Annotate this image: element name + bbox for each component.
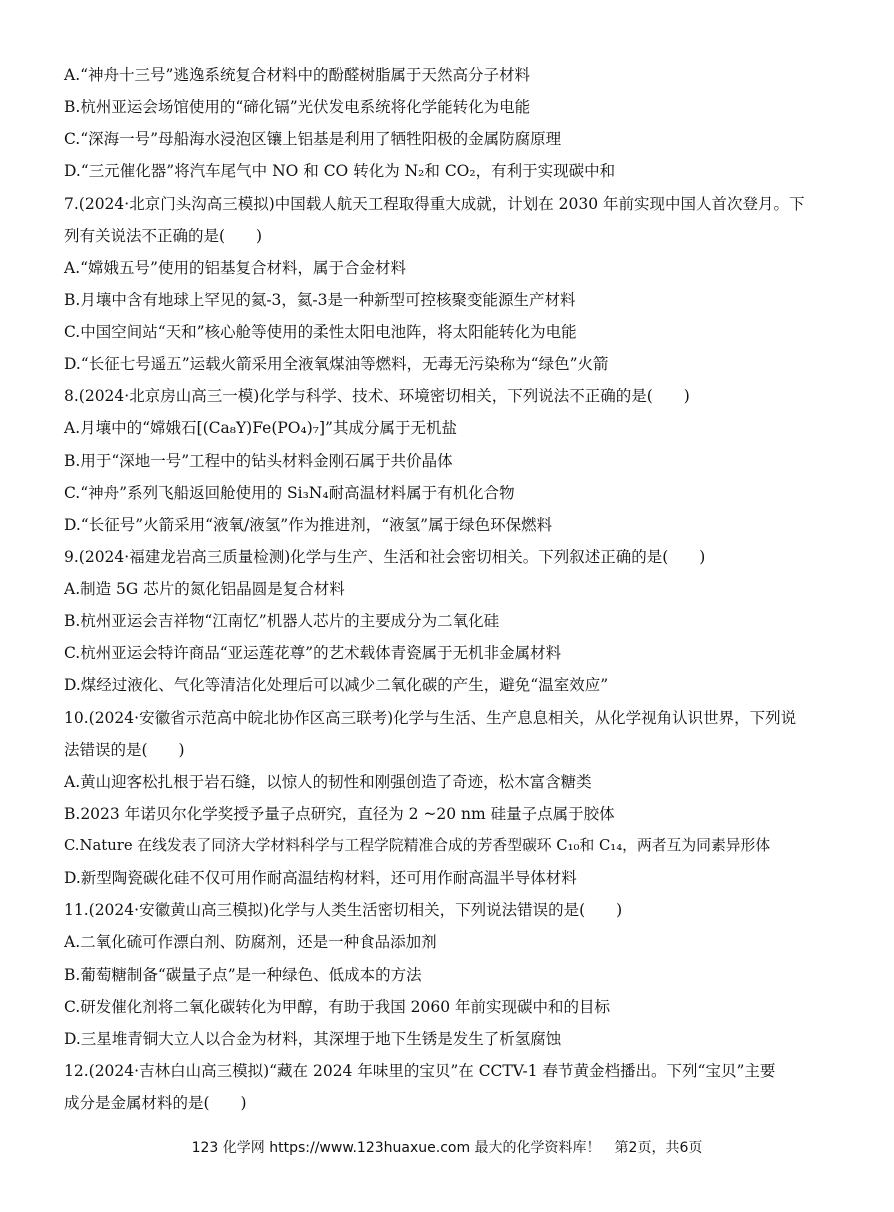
text-line: C.研发催化剂将二氧化碳转化为甲醇，有助于我国 2060 年前实现碳中和的目标 [64, 998, 611, 1016]
text-line: C.杭州亚运会特许商品“亚运莲花尊”的艺术载体青瓷属于无机非金属材料 [64, 644, 562, 662]
question-12-stem: 12.(2024·吉林白山高三模拟)“藏在 2024 年味里的宝贝”在 CCTV-1 春节黄金档播出。下列“宝贝”主要 [64, 1062, 776, 1080]
text-line: A.“嫦娥五号”使用的铝基复合材料，属于合金材料 [64, 259, 406, 277]
text-line: D.“长征号”火箭采用“液氧/液氢”作为推进剂，“液氢”属于绿色环保燃料 [64, 516, 553, 534]
text-line: A.“神舟十三号”逃逸系统复合材料中的酚醛树脂属于天然高分子材料 [64, 66, 530, 84]
text-line: A.制造 5G 芯片的氮化铝晶圆是复合材料 [64, 580, 345, 598]
text-line: A.黄山迎客松扎根于岩石缝，以惊人的韧性和刚强创造了奇迹，松木富含糖类 [64, 773, 592, 791]
text-line: D.三星堆青铜大立人以合金为材料，其深埋于地下生锈是发生了析氢腐蚀 [64, 1030, 562, 1048]
text-line: D.“三元催化器”将汽车尾气中 NO 和 CO 转化为 N₂和 CO₂，有利于实现碳中和 [64, 162, 616, 180]
text-line: B.月壤中含有地球上罕见的氦-3，氦-3是一种新型可控核聚变能源生产材料 [64, 291, 576, 309]
text-line: B.杭州亚运会场馆使用的“碲化镉”光伏发电系统将化学能转化为电能 [64, 98, 531, 116]
text-line: C.Nature 在线发表了同济大学材料科学与工程学院精准合成的芳香型碳环 C₁₀和 C₁₄，两者互为同素异形体 [64, 837, 771, 854]
text-line: B.葡萄糖制备“碳量子点”是一种绿色、低成本的方法 [64, 966, 422, 984]
text-line: D.“长征七号遥五”运载火箭采用全液氧煤油等燃料，无毒无污染称为“绿色”火箭 [64, 355, 609, 373]
text-line: D.煤经过液化、气化等清洁化处理后可以减少二氧化碳的产生，避免“温室效应” [64, 676, 609, 694]
question-10-stem: 10.(2024·安徽省示范高中皖北协作区高三联考)化学与生活、生产息息相关，从化学视角认识世界，下列说 [64, 709, 797, 727]
text-line: C.“神舟”系列飞船返回舱使用的 Si₃N₄耐高温材料属于有机化合物 [64, 484, 515, 502]
text-line: A.二氧化硫可作漂白剂、防腐剂，还是一种食品添加剂 [64, 933, 437, 951]
text-line: B.杭州亚运会吉祥物“江南忆”机器人芯片的主要成分为二氧化硅 [64, 612, 500, 630]
text-line: D.新型陶瓷碳化硅不仅可用作耐高温结构材料，还可用作耐高温半导体材料 [64, 869, 577, 887]
question-8-stem: 8.(2024·北京房山高三一模)化学与科学、技术、环境密切相关，下列说法不正确的是( ) [64, 387, 690, 405]
text-line: B.2023 年诺贝尔化学奖授予量子点研究，直径为 2 ~20 nm 硅量子点属于胶体 [64, 805, 615, 823]
question-11-stem: 11.(2024·安徽黄山高三模拟)化学与人类生活密切相关，下列说法错误的是( ) [64, 901, 623, 919]
text-line: C.“深海一号”母船海水浸泡区镶上铝基是利用了牺牲阳极的金属防腐原理 [64, 130, 562, 148]
question-7-stem: 7.(2024·北京门头沟高三模拟)中国载人航天工程取得重大成就，计划在 2030 年前实现中国人首次登月。下 [64, 195, 805, 213]
text-line: C.中国空间站“天和”核心舱等使用的柔性太阳电池阵，将太阳能转化为电能 [64, 323, 577, 341]
text-line: A.月壤中的“嫦娥石[(Ca₈Y)Fe(PO₄)₇]”其成分属于无机盐 [64, 419, 457, 437]
question-7-stem-cont: 列有关说法不正确的是( ) [64, 227, 263, 245]
question-9-stem: 9.(2024·福建龙岩高三质量检测)化学与生产、生活和社会密切相关。下列叙述正确的是( ) [64, 548, 706, 566]
question-10-stem-cont: 法错误的是( ) [64, 741, 185, 759]
question-12-stem-cont: 成分是金属材料的是( ) [64, 1094, 247, 1112]
page-footer: 123 化学网 https://www.123huaxue.com 最大的化学资料库！ 第2页，共6页 [191, 1140, 703, 1156]
text-line: B.用于“深地一号”工程中的钻头材料金刚石属于共价晶体 [64, 452, 453, 470]
